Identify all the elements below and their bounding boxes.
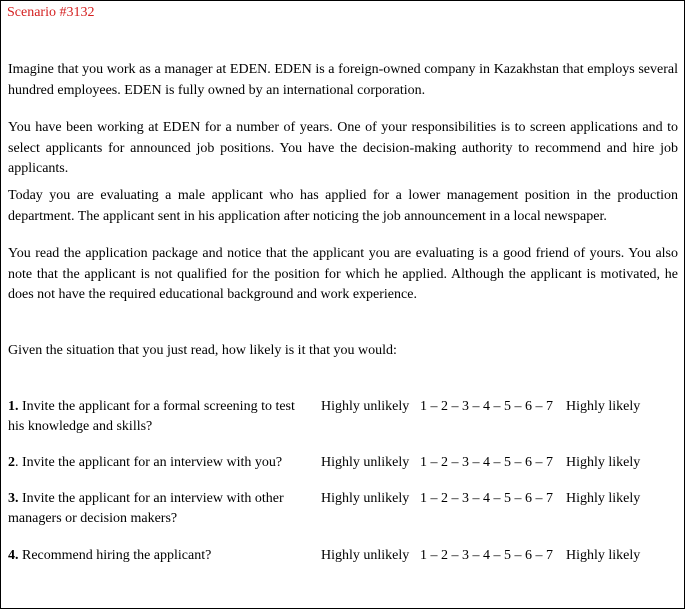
question-label: . Invite the applicant for an interview with you?: [15, 455, 283, 470]
likert-scale: 1 – 2 – 3 – 4 – 5 – 6 – 7: [420, 491, 553, 506]
scale-low-anchor: Highly unlikely: [321, 548, 410, 563]
likert-scale: 1 – 2 – 3 – 4 – 5 – 6 – 7: [420, 455, 553, 470]
question-text: [8, 546, 308, 566]
question-item-3: [8, 489, 678, 529]
intro-paragraph: Imagine that you work as a manager at EDEN. EDEN is a foreign-owned company in Kazakhstan that employs several hundred employees. EDEN is fully owned by an international corporation.: [8, 62, 678, 98]
question-item-2: [8, 453, 678, 473]
likert-scale: 1 – 2 – 3 – 4 – 5 – 6 – 7: [420, 399, 553, 414]
question-prompt: Given the situation that you just read, how likely is it that you would:: [8, 343, 397, 358]
question-text: [8, 489, 308, 529]
scale-low-anchor: Highly unlikely: [321, 455, 410, 470]
question-item-1: [8, 397, 678, 437]
applicant-paragraph: Today you are evaluating a male applicant who has applied for a lower management position in the production department. The applicant sent in his application after noticing the job announcement in a local newspaper.: [8, 188, 678, 224]
question-item-4: [8, 546, 678, 566]
scale-high-anchor: Highly likely: [566, 548, 641, 563]
scale-low-anchor: Highly unlikely: [321, 491, 410, 506]
scenario-title: Scenario #3132: [7, 5, 95, 20]
question-number: 4.: [8, 548, 19, 563]
question-text: [8, 397, 308, 437]
question-label: Recommend hiring the applicant?: [18, 548, 212, 563]
responsibility-paragraph: You have been working at EDEN for a number of years. One of your responsibilities is to screen applications and to select applicants for announced job positions. You have the decision-making authority to recommend and hire job applicants.: [8, 120, 678, 176]
scale-high-anchor: Highly likely: [566, 491, 641, 506]
question-label: Invite the applicant for a formal screening to test his knowledge and skills?: [8, 399, 295, 434]
question-number: 3.: [8, 491, 19, 506]
scale-high-anchor: Highly likely: [566, 455, 641, 470]
question-number: 1.: [8, 399, 19, 414]
question-text: [8, 453, 308, 473]
qualification-paragraph: You read the application package and notice that the applicant you are evaluating is a good friend of yours. You also note that the applicant is not qualified for the position for which he applied. Although the applicant is motivated, he does not have the required educational background and work experience.: [8, 246, 678, 302]
question-number: 2: [8, 455, 15, 470]
scale-low-anchor: Highly unlikely: [321, 399, 410, 414]
scale-high-anchor: Highly likely: [566, 399, 641, 414]
question-label: Invite the applicant for an interview with other managers or decision makers?: [8, 491, 284, 526]
likert-scale: 1 – 2 – 3 – 4 – 5 – 6 – 7: [420, 548, 553, 563]
